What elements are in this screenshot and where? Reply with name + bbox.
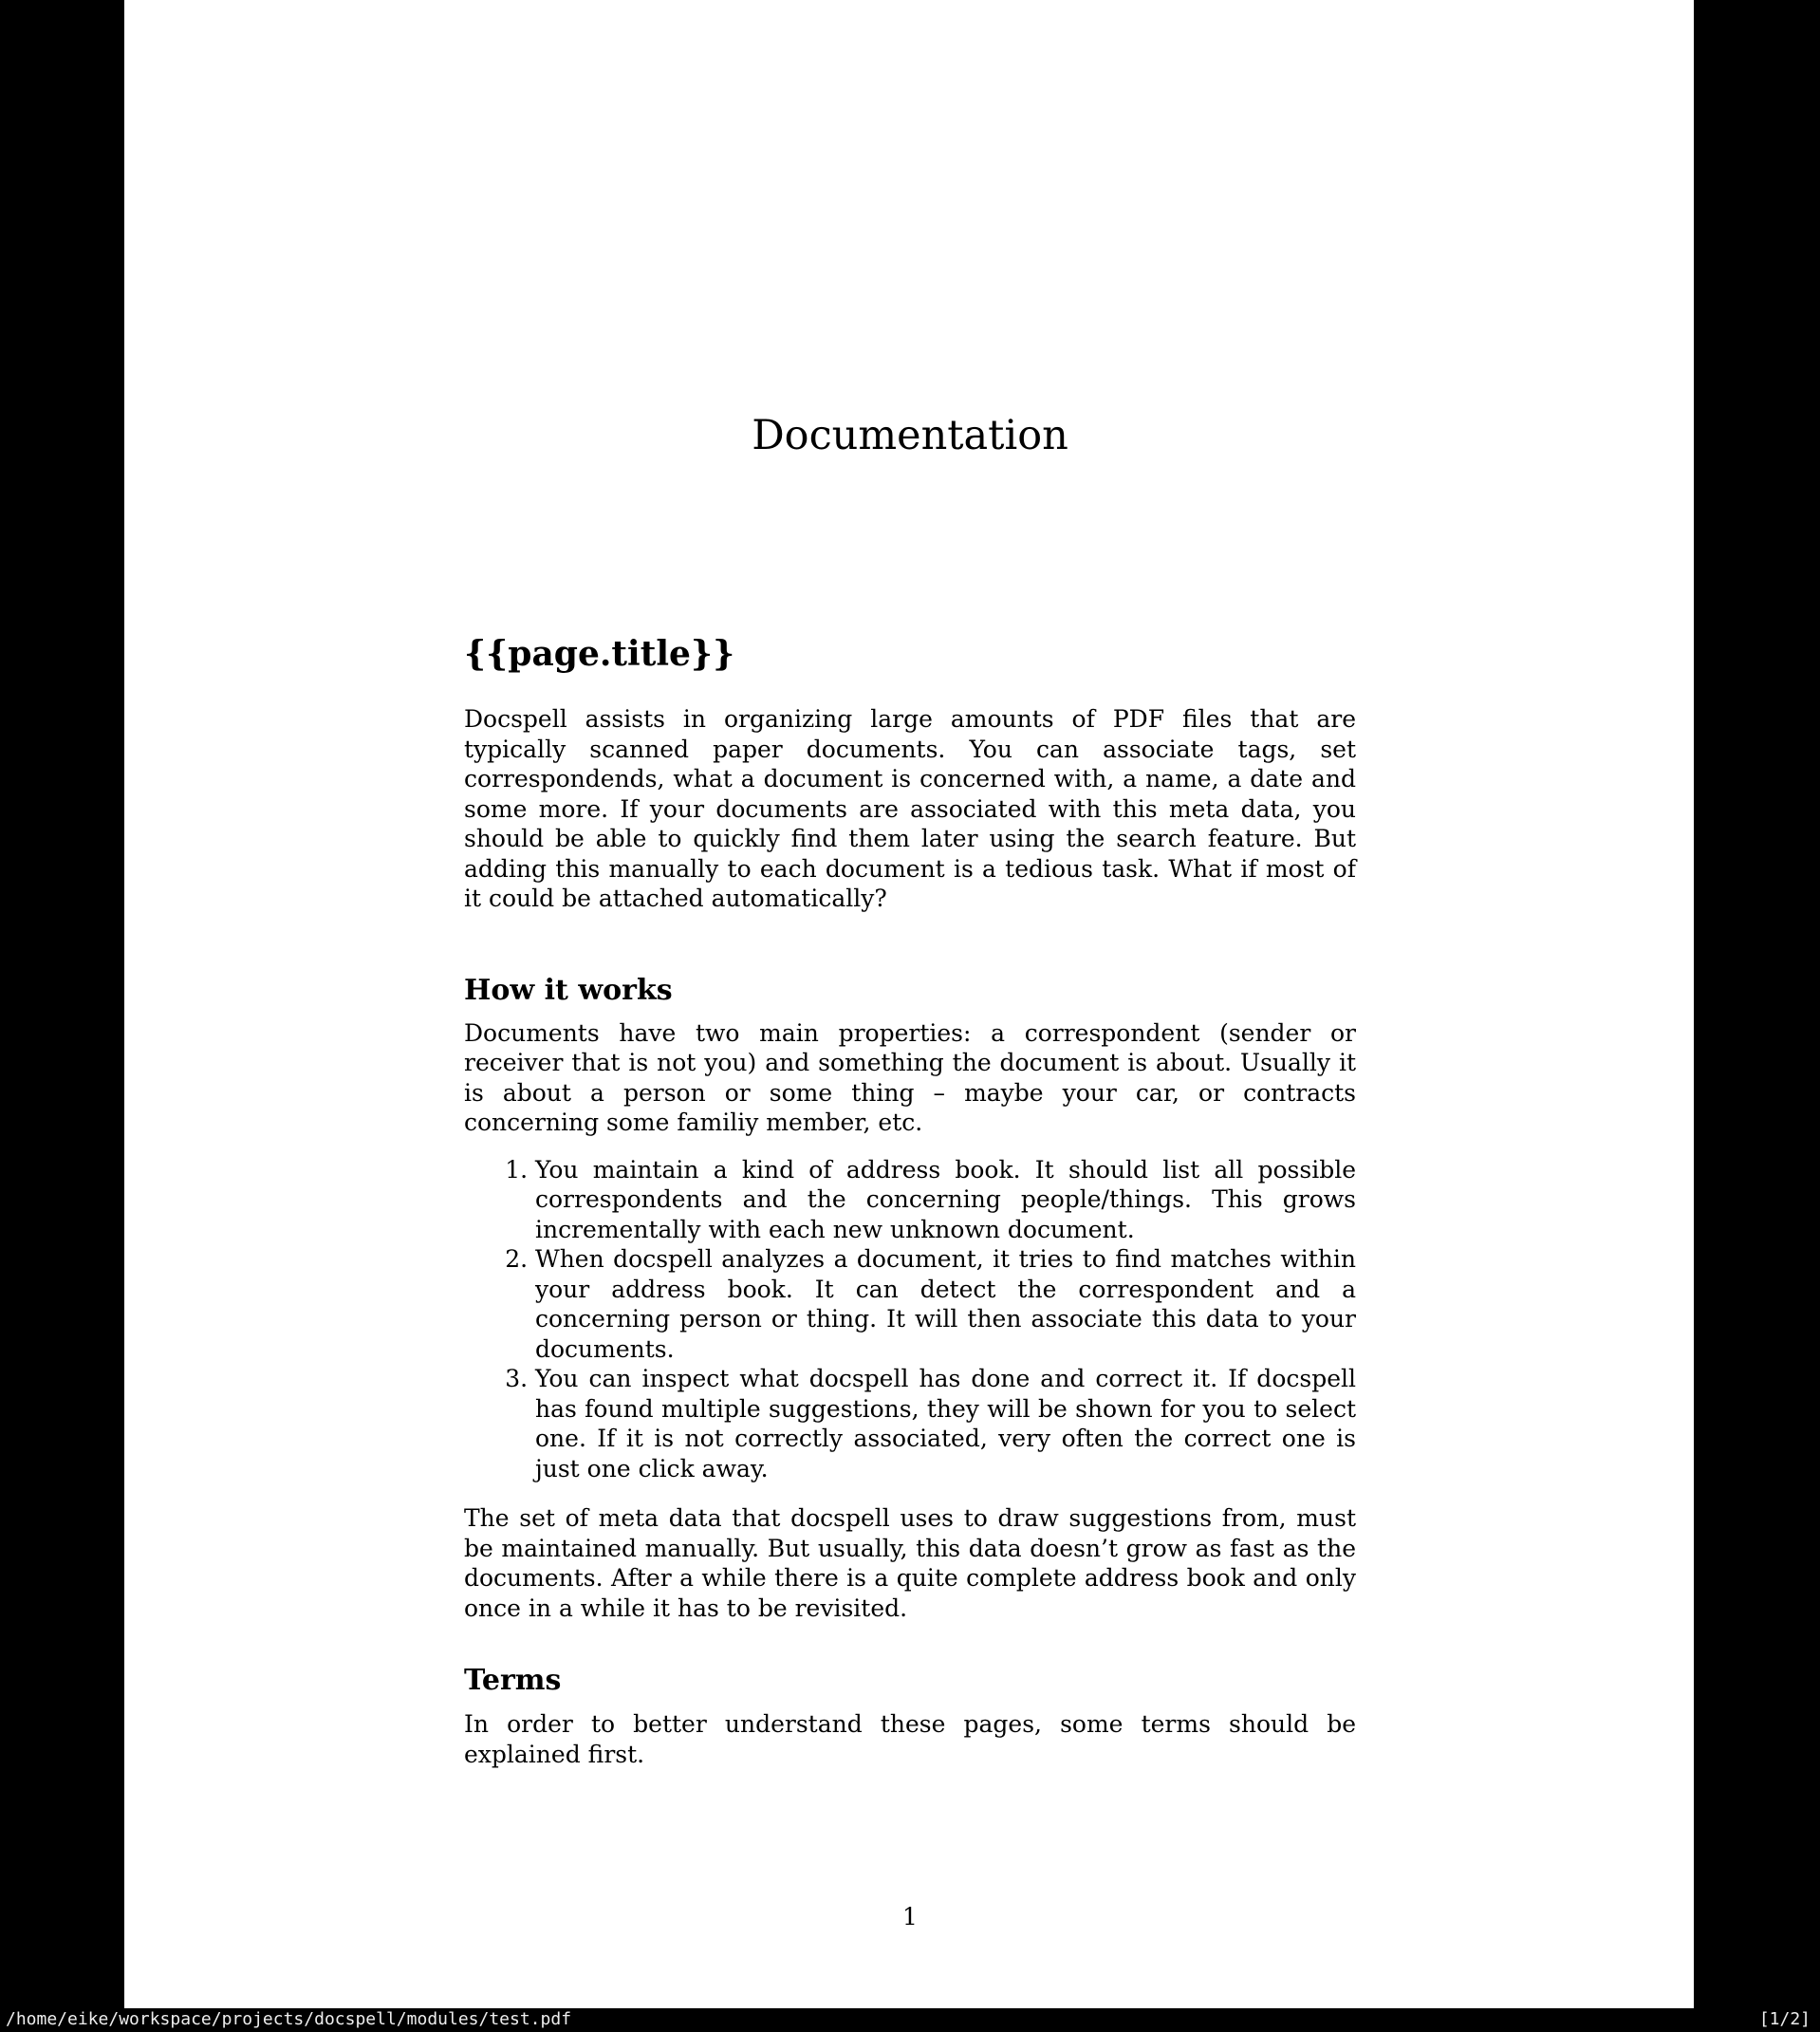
pdf-page bbox=[124, 0, 1694, 2008]
statusbar-page-indicator: [1/2] bbox=[1758, 2009, 1811, 2029]
page-content bbox=[124, 0, 1694, 1932]
how-it-works-intro-paragraph: Documents have two main properties: a correspondent (sender or receiver that is not you) and something the document is about. Usually it is about a person or some thing – maybe your car, or contracts concerning some familiy member, etc. bbox=[464, 1018, 1356, 1136]
statusbar-file-path: /home/eike/workspace/projects/docspell/modules/test.pdf bbox=[6, 2009, 572, 2029]
how-it-works-list bbox=[464, 1155, 1356, 1484]
list-item: 1. You maintain a kind of address book. It should list all possible correspondents and the concerning people/things. This grows incrementally with each new unknown document. bbox=[535, 1155, 1356, 1245]
subsection-heading-how-it-works: How it works bbox=[464, 973, 673, 1007]
document-title: Documentation bbox=[752, 412, 1068, 459]
terms-intro-paragraph: In order to better understand these pages, some terms should be explained first. bbox=[464, 1710, 1356, 1768]
list-item: 3. You can inspect what docspell has done and correct it. If docspell has found multiple suggestions, they will be shown for you to select one. If it is not correctly associated, very often the correct one is just one click away. bbox=[535, 1364, 1356, 1483]
subsection-heading-terms: Terms bbox=[464, 1664, 562, 1697]
page-number: 1 bbox=[902, 1903, 918, 1930]
intro-paragraph: Docspell assists in organizing large amounts of PDF files that are typically scanned paper documents. You can associate tags, set correspondends, what a document is concerned with, a name, a date and some more. If your documents are associated with this meta data, you should be able to quickly find them later using the search feature. But adding this manually to each document is a tedious task. What if most of it could be attached automatically? bbox=[464, 705, 1356, 912]
list-item: 2. When docspell analyzes a document, it tries to find matches within your address book. It can detect the correspondent and a concerning person or thing. It will then associate this data to your documents. bbox=[535, 1244, 1356, 1364]
section-heading-page-title: {{page.title}} bbox=[464, 634, 735, 674]
how-it-works-outro-paragraph: The set of meta data that docspell uses to draw suggestions from, must be maintained manually. But usually, this data doesn’t grow as fast as the documents. After a while there is a quite complete address book and only once in a while it has to be revisited. bbox=[464, 1504, 1356, 1622]
statusbar bbox=[0, 2008, 1820, 2032]
